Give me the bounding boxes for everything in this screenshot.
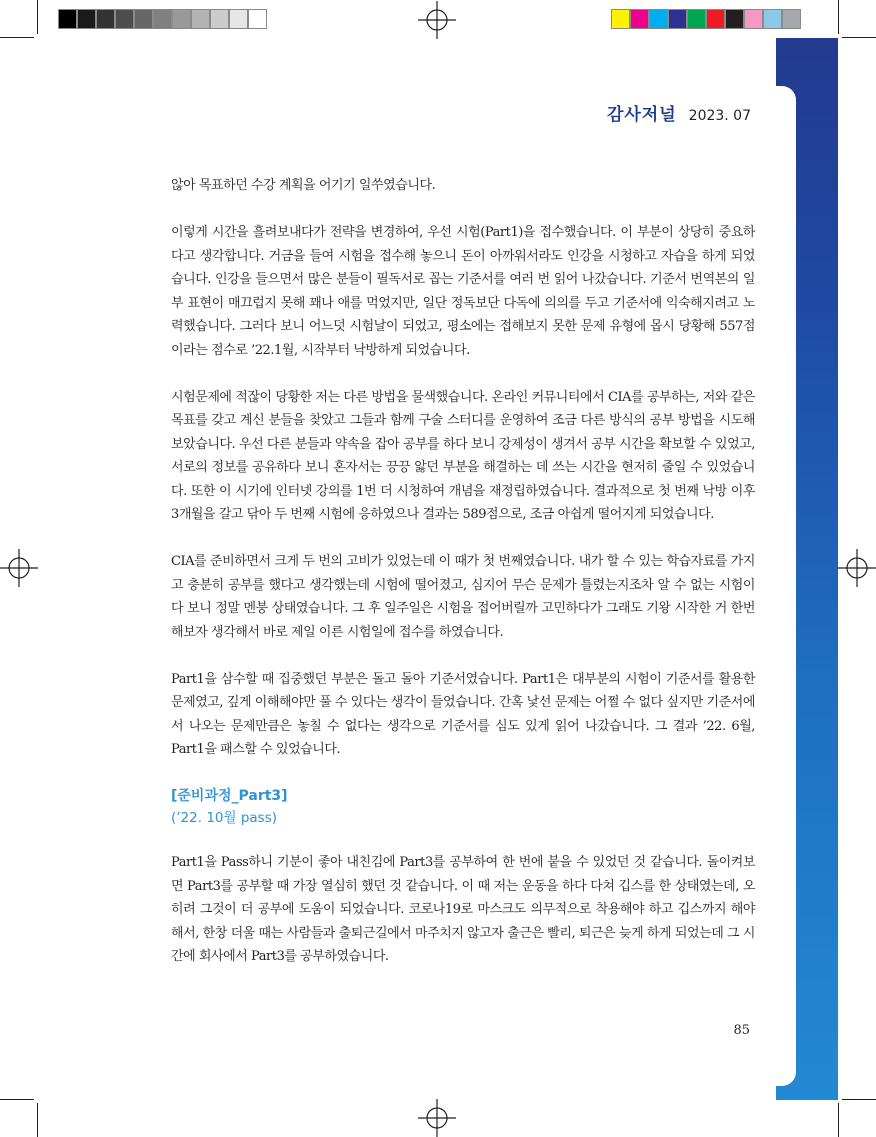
paragraph: 않아 목표하던 수강 계획을 어기기 일쑤였습니다.: [171, 178, 436, 193]
crop-mark: [838, 1103, 839, 1137]
color-swatch: [725, 9, 744, 29]
crop-mark: [0, 1099, 34, 1100]
registration-mark-top-icon: [418, 1, 456, 39]
color-swatch: [744, 9, 763, 29]
gray-swatch: [134, 9, 153, 29]
section-subheading: (’22. 10월 pass): [171, 810, 278, 826]
crop-mark: [0, 37, 34, 38]
color-swatch: [782, 9, 801, 29]
page-number: 85: [733, 1023, 750, 1038]
color-swatch: [630, 9, 649, 29]
paragraph: 이렇게 시간을 흘려보내다가 전략을 변경하여, 우선 시험(Part1)을 접수했습니다. 이 부분이 상당히 중요하다고 생각합니다. 거금을 들여 시험을 접수해 놓으니 돈이 아까워서라도 인강을 시청하고 자습을 하게 되었습니다. 인강을 들으면서 많은 분들이 필독서로 꼽는 기준서를 여러 번 읽어 나갔습니다. 기준서 번역본의 일부 표현이 매끄럽지 못해 꽤나 애를 먹었지만, 일단 정독보단 다독에 의의를 두고 기준서에 익숙해지려고 노력했습니다. 그러다 보니 어느덧 시험날이 되었고, 평소에는 접해보지 못한 문제 유형에 몹시 당황해 557점이라는 점수로 ’22.1월, 시작부터 낙방하게 되었습니다.: [171, 225, 755, 358]
gray-swatch: [229, 9, 248, 29]
gray-swatch: [172, 9, 191, 29]
article-body: [171, 174, 755, 992]
section-heading: [준비과정_Part3]: [171, 788, 288, 804]
gray-swatch: [77, 9, 96, 29]
gray-swatch: [191, 9, 210, 29]
paragraph: CIA를 준비하면서 크게 두 번의 고비가 있었는데 이 때가 첫 번째였습니다. 내가 할 수 있는 학습자료를 가지고 충분히 공부를 했다고 생각했는데 시험에 떨어졌고, 심지어 무슨 문제가 틀렸는지조차 알 수 없는 시험이다 보니 정말 멘붕 상태였습니다. 그 후 일주일은 시험을 접어버릴까 고민하다가 그래도 기왕 시작한 거 한번 해보자 생각해서 바로 제일 이른 시험일에 접수를 하였습니다.: [171, 554, 755, 640]
running-header: [607, 100, 751, 125]
registration-mark-bottom-icon: [418, 1099, 456, 1137]
color-swatch: [763, 9, 782, 29]
crop-mark: [842, 37, 876, 38]
issue-date: 2023. 07: [688, 108, 751, 124]
gray-swatch: [58, 9, 77, 29]
gray-swatch: [153, 9, 172, 29]
paragraph: Part1을 Pass하니 기분이 좋아 내친김에 Part3를 공부하여 한 번에 붙을 수 있었던 것 같습니다. 돌이켜보면 Part3를 공부할 때 가장 열심히 했던 것 같습니다. 이 때 저는 운동을 하다 다쳐 깁스를 한 상태였는데, 오히려 그것이 더 공부에 도움이 되었습니다. 코로나19로 마스크도 의무적으로 착용해야 하고 깁스까지 해야 해서, 한창 더울 때는 사람들과 출퇴근길에서 마주치지 않고자 출근은 빨리, 퇴근은 늦게 하게 되었는데 그 시간에 회사에서 Part3를 공부하였습니다.: [171, 855, 755, 964]
registration-mark-right-icon: [838, 549, 876, 587]
color-swatch: [611, 9, 630, 29]
gray-swatch: [96, 9, 115, 29]
crop-mark: [842, 1099, 876, 1100]
color-swatch: [706, 9, 725, 29]
crop-mark: [838, 0, 839, 34]
color-swatch: [668, 9, 687, 29]
gray-swatch: [248, 9, 267, 29]
side-tab-notch: [776, 86, 796, 1086]
crop-mark: [37, 0, 38, 34]
paragraph: Part1을 삼수할 때 집중했던 부분은 돌고 돌아 기준서였습니다. Part1은 대부분의 시험이 기준서를 활용한 문제였고, 깊게 이해해야만 풀 수 있다는 생각이 들었습니다. 간혹 낯선 문제는 어쩔 수 없다 싶지만 기준서에서 나오는 문제만큼은 놓칠 수 없다는 생각으로 기준서를 심도 있게 읽어 나갔습니다. 그 결과 ’22. 6월, Part1을 패스할 수 있었습니다.: [171, 671, 755, 757]
crop-mark: [37, 1103, 38, 1137]
color-swatch: [649, 9, 668, 29]
registration-mark-left-icon: [0, 549, 38, 587]
color-swatch: [687, 9, 706, 29]
journal-brand: 감사저널: [606, 105, 677, 125]
paragraph: 시험문제에 적잖이 당황한 저는 다른 방법을 물색했습니다. 온라인 커뮤니티에서 CIA를 공부하는, 저와 같은 목표를 갖고 계신 분들을 찾았고 그들과 함께 구술 스터디를 운영하여 조금 다른 방식의 공부 방법을 시도해 보았습니다. 우선 다른 분들과 약속을 잡아 공부를 하다 보니 강제성이 생겨서 공부 시간을 확보할 수 있었고, 서로의 정보를 공유하다 보니 혼자서는 끙끙 앓던 부분을 해결하는 데 쓰는 시간을 현저히 줄일 수 있었습니다. 또한 이 시기에 인터넷 강의를 1번 더 시청하여 개념을 재정립하였습니다. 결과적으로 첫 번째 낙방 이후 3개월을 갈고 닦아 두 번째 시험에 응하였으나 결과는 589점으로, 조금 아쉽게 떨어지게 되었습니다.: [171, 389, 755, 522]
gray-swatch: [210, 9, 229, 29]
gray-swatch: [115, 9, 134, 29]
